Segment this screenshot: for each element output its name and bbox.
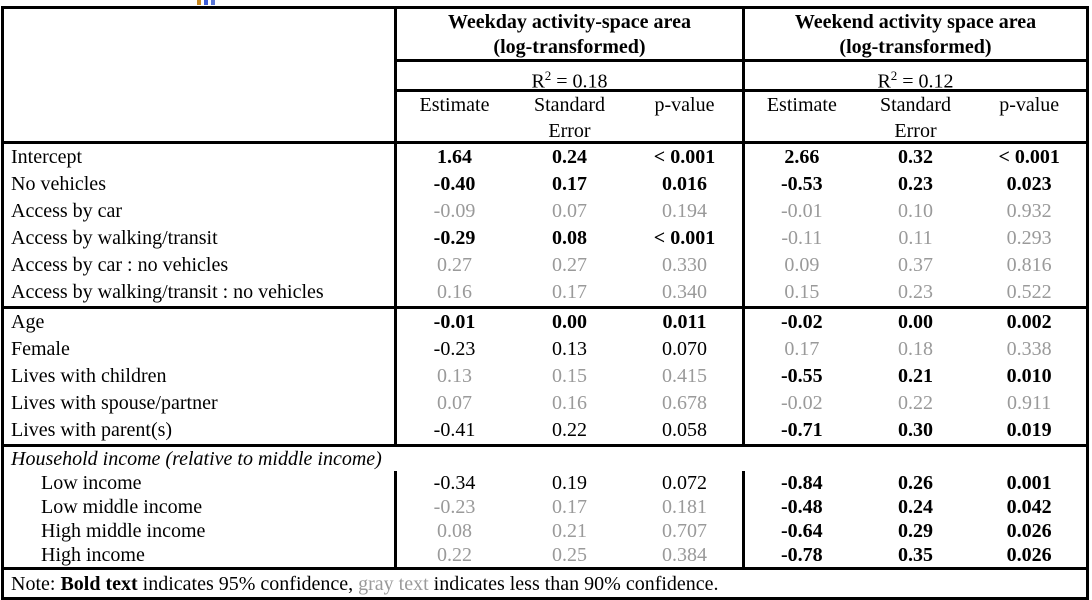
weekend-values (745, 519, 1086, 543)
standard-error-header: Standard Error (533, 94, 606, 142)
table-row (4, 225, 1086, 252)
p-cell: 0.678 (662, 392, 707, 414)
estimate-header: Estimate (419, 94, 490, 116)
table-row (4, 144, 1086, 171)
note-gray-term: gray text (358, 573, 429, 595)
section-vehicle-access (4, 144, 1086, 306)
weekday-values (397, 519, 745, 543)
row-label: Lives with children (4, 363, 397, 390)
p-cell: 0.001 (1006, 472, 1052, 494)
weekend-values (745, 390, 1086, 417)
p-cell: 0.042 (1006, 496, 1052, 518)
weekday-values (397, 390, 745, 417)
weekend-values (745, 144, 1086, 171)
se-cell: 0.00 (552, 311, 587, 333)
row-label: Access by car (4, 198, 397, 225)
table-row (4, 417, 1086, 444)
weekday-values (397, 417, 745, 444)
weekend-column-headers (745, 92, 1086, 141)
row-label: No vehicles (4, 171, 397, 198)
p-cell: 0.026 (1006, 520, 1052, 542)
p-cell: 0.330 (662, 254, 707, 276)
estimate-cell: 0.22 (437, 544, 472, 566)
estimate-cell: -0.23 (433, 496, 476, 518)
se-cell: 0.19 (552, 472, 587, 494)
se-cell: 0.27 (552, 254, 587, 276)
p-cell: 0.070 (662, 338, 707, 360)
weekday-title-line2: (log-transformed) (493, 36, 646, 58)
se-cell: 0.21 (552, 520, 587, 542)
se-cell: 0.24 (898, 496, 933, 518)
p-cell: 0.194 (662, 200, 707, 222)
se-cell: 0.37 (898, 254, 933, 276)
estimate-cell: -0.84 (781, 472, 823, 494)
table-row (4, 336, 1086, 363)
weekday-values (397, 171, 745, 198)
se-cell: 0.16 (552, 392, 587, 414)
weekend-values (745, 309, 1086, 336)
p-cell: 0.707 (662, 520, 707, 542)
note-mid: indicates 95% confidence, (137, 573, 359, 595)
estimate-cell: -0.01 (433, 311, 476, 333)
estimate-cell: -0.41 (433, 419, 476, 441)
section-demographics (4, 306, 1086, 444)
weekend-title-line2: (log-transformed) (839, 36, 992, 58)
se-cell: 0.13 (552, 338, 587, 360)
weekday-title-line1: Weekday activity-space area (448, 11, 691, 33)
estimate-cell: -0.02 (781, 392, 823, 414)
p-cell: 0.181 (662, 496, 707, 518)
p-cell: 0.058 (662, 419, 707, 441)
estimate-cell: 1.64 (437, 146, 472, 168)
weekday-section-title (397, 9, 745, 59)
header-empty-cell (4, 9, 397, 141)
weekday-values (397, 198, 745, 225)
weekend-values (745, 225, 1086, 252)
section-household-income (4, 444, 1086, 567)
se-cell: 0.18 (898, 338, 933, 360)
estimate-cell: 0.16 (437, 281, 472, 303)
weekend-values (745, 543, 1086, 567)
estimate-cell: -0.34 (433, 472, 476, 494)
table-row (4, 471, 1086, 495)
weekday-column-headers (397, 92, 745, 141)
table-row (4, 390, 1086, 417)
p-cell: 0.911 (1007, 392, 1052, 414)
row-label: High middle income (4, 519, 397, 543)
p-cell: 0.816 (1006, 254, 1052, 276)
estimate-cell: 0.07 (437, 392, 472, 414)
p-cell: 0.011 (662, 311, 707, 333)
weekend-values (745, 336, 1086, 363)
estimate-cell: -0.71 (781, 419, 823, 441)
se-cell: 0.17 (552, 173, 587, 195)
weekend-values (745, 363, 1086, 390)
row-label: Age (4, 309, 397, 336)
se-cell: 0.26 (898, 472, 933, 494)
weekday-r-squared: $R^2 = 0.18$ (397, 62, 745, 89)
weekday-values (397, 279, 745, 306)
p-cell: 0.340 (662, 281, 707, 303)
header-right (397, 9, 1086, 141)
estimate-cell: 0.27 (437, 254, 472, 276)
weekday-values (397, 543, 745, 567)
p-cell: 0.415 (662, 365, 707, 387)
weekday-values (397, 309, 745, 336)
estimate-cell: 2.66 (784, 146, 820, 168)
table-row (4, 171, 1086, 198)
estimate-cell: -0.11 (781, 227, 823, 249)
table-header (4, 9, 1086, 144)
weekend-values (745, 495, 1086, 519)
table-row (4, 198, 1086, 225)
table-row (4, 279, 1086, 306)
weekday-values (397, 144, 745, 171)
r-squared-row (397, 59, 1086, 93)
note-suffix: indicates less than 90% confidence. (428, 573, 719, 595)
se-cell: 0.23 (898, 281, 933, 303)
se-cell: 0.29 (898, 520, 933, 542)
p-cell: 0.293 (1006, 227, 1052, 249)
p-cell: 0.002 (1006, 311, 1052, 333)
p-cell: 0.522 (1006, 281, 1052, 303)
note-prefix: Note: (11, 573, 61, 595)
weekend-r-squared: $R^2 = 0.12$ (877, 68, 954, 93)
row-label: Low income (4, 471, 397, 495)
estimate-cell: -0.23 (433, 338, 476, 360)
se-cell: 0.32 (898, 146, 933, 168)
estimate-cell: -0.78 (781, 544, 823, 566)
regression-table (1, 6, 1089, 600)
se-cell: 0.21 (898, 365, 933, 387)
estimate-cell: -0.01 (781, 200, 823, 222)
p-value-header: p-value (654, 94, 715, 116)
estimate-cell: -0.29 (433, 227, 476, 249)
se-cell: 0.10 (898, 200, 933, 222)
p-cell: 0.338 (1006, 338, 1052, 360)
estimate-cell: -0.53 (781, 173, 823, 195)
row-label: High income (4, 543, 397, 567)
p-cell: 0.026 (1006, 544, 1052, 566)
se-cell: 0.30 (898, 419, 933, 441)
estimate-cell: -0.02 (781, 311, 823, 333)
estimate-cell: 0.08 (437, 520, 472, 542)
weekend-values (745, 279, 1086, 306)
income-section-header: Household income (relative to middle income) (11, 448, 382, 470)
p-cell: < 0.001 (653, 146, 716, 168)
estimate-cell: -0.40 (433, 173, 476, 195)
estimate-cell: -0.64 (781, 520, 823, 542)
p-cell: 0.072 (662, 472, 707, 494)
cropped-caption-artifact (197, 0, 215, 5)
row-label: Lives with parent(s) (4, 417, 397, 444)
p-cell: < 0.001 (653, 227, 716, 249)
weekend-section-title (745, 9, 1086, 59)
p-cell: 0.023 (1006, 173, 1052, 195)
weekend-values (745, 471, 1086, 495)
estimate-cell: -0.09 (433, 200, 476, 222)
row-label: Access by walking/transit (4, 225, 397, 252)
weekday-values (397, 471, 745, 495)
weekend-title-line1: Weekend activity space area (794, 11, 1037, 33)
weekday-values (397, 336, 745, 363)
table-row (4, 363, 1086, 390)
se-cell: 0.11 (898, 227, 933, 249)
row-label: Female (4, 336, 397, 363)
p-cell: 0.010 (1006, 365, 1052, 387)
note-bold-term: Bold text (60, 573, 138, 595)
table-row (4, 309, 1086, 336)
row-label: Access by car : no vehicles (4, 252, 397, 279)
weekend-values (745, 252, 1086, 279)
table-row (4, 252, 1086, 279)
p-cell: 0.932 (1006, 200, 1052, 222)
row-label: Access by walking/transit : no vehicles (4, 279, 397, 306)
standard-error-header: Standard Error (879, 94, 952, 142)
weekday-values (397, 252, 745, 279)
table-note (4, 567, 1086, 597)
se-cell: 0.24 (552, 146, 587, 168)
weekday-values (397, 495, 745, 519)
se-cell: 0.07 (552, 200, 587, 222)
row-label: Intercept (4, 144, 397, 171)
table-row (4, 519, 1086, 543)
table-row (4, 543, 1086, 567)
p-value-header: p-value (999, 94, 1060, 116)
p-cell: 0.016 (662, 173, 707, 195)
estimate-cell: 0.17 (784, 338, 820, 360)
weekday-values (397, 363, 745, 390)
estimate-cell: -0.48 (781, 496, 823, 518)
se-cell: 0.17 (552, 496, 587, 518)
se-cell: 0.25 (552, 544, 587, 566)
se-cell: 0.08 (552, 227, 587, 249)
weekend-values (745, 417, 1086, 444)
table-row (4, 495, 1086, 519)
weekend-values (745, 171, 1086, 198)
column-headers-row (397, 89, 1086, 141)
se-cell: 0.22 (898, 392, 933, 414)
weekday-values (397, 225, 745, 252)
p-cell: 0.019 (1006, 419, 1052, 441)
estimate-cell: -0.55 (781, 365, 823, 387)
se-cell: 0.35 (898, 544, 933, 566)
se-cell: 0.17 (552, 281, 587, 303)
estimate-cell: 0.13 (437, 365, 472, 387)
weekend-values (745, 198, 1086, 225)
row-label: Lives with spouse/partner (4, 390, 397, 417)
estimate-cell: 0.09 (784, 254, 820, 276)
row-label: Low middle income (4, 495, 397, 519)
estimate-header: Estimate (766, 94, 837, 116)
se-cell: 0.15 (552, 365, 587, 387)
se-cell: 0.23 (898, 173, 933, 195)
section-titles-row (397, 9, 1086, 59)
se-cell: 0.22 (552, 419, 587, 441)
se-cell: 0.00 (898, 311, 933, 333)
p-cell: 0.384 (662, 544, 707, 566)
estimate-cell: 0.15 (784, 281, 820, 303)
p-cell: < 0.001 (998, 146, 1060, 168)
